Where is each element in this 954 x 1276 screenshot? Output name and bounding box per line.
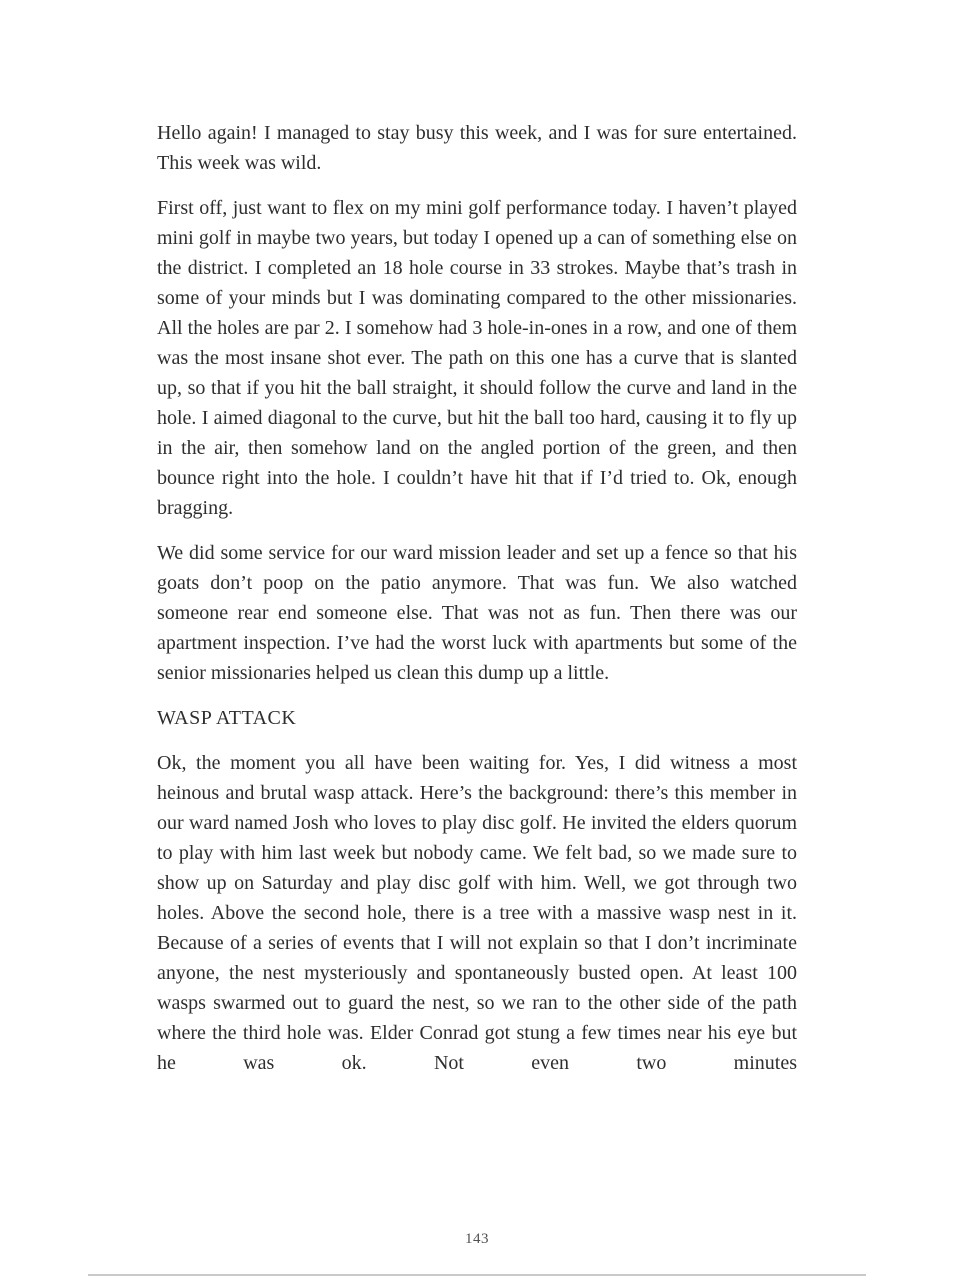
letter-body <box>157 118 797 1093</box>
page-number: 143 <box>465 1231 489 1247</box>
paragraph-service: We did some service for our ward mission leader and set up a fence so that his goats don’t poop on the patio anymore. That was fun. We also watched someone rear end someone else. That was not as fun. Then there was our apartment inspection. I’ve had the worst luck with apartments but some of the senior missionaries helped us clean this dump up a little. <box>157 542 797 684</box>
paragraph-wasp-attack: Ok, the moment you all have been waiting for. Yes, I did witness a most heinous and brutal wasp attack. Here’s the background: there’s this member in our ward named Josh who loves to play disc golf. He invited the elders quorum to play with him last week but nobody came. We felt bad, so we made sure to show up on Saturday and play disc golf with him. Well, we got through two holes. Above the second hole, there is a tree with a massive wasp nest in it. Because of a series of events that I will not explain so that I don’t incriminate anyone, the nest mysteriously and spontaneously busted open. At least 100 wasps swarmed out to guard the nest, so we ran to the other side of the path where the third hole was. Elder Conrad got stung a few times near his eye but he was ok. Not even two minutes <box>157 752 797 1074</box>
paragraph-intro: Hello again! I managed to stay busy this week, and I was for sure entertained. This week was wild. <box>157 122 797 174</box>
page-footer <box>0 1230 954 1248</box>
section-heading-wasp-attack: WASP ATTACK <box>157 707 297 729</box>
paragraph-mini-golf: First off, just want to flex on my mini golf performance today. I haven’t played mini golf in maybe two years, but today I opened up a can of something else on the district. I completed an 18 hole course in 33 strokes. Maybe that’s trash in some of your minds but I was dominating compared to the other missionaries. All the holes are par 2. I somehow had 3 hole-in-ones in a row, and one of them was the most insane shot ever. The path on this one has a curve that is slanted up, so that if you hit the ball straight, it should follow the curve and land in the hole. I aimed diagonal to the curve, but hit the ball too hard, causing it to fly up in the air, then somehow land on the angled portion of the green, and then bounce right into the hole. I couldn’t have hit that if I’d tried to. Ok, enough bragging. <box>157 197 797 519</box>
